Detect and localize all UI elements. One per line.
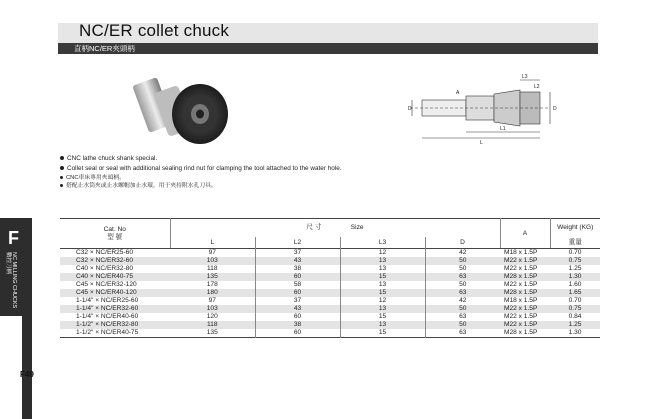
subheader-l: L bbox=[170, 237, 255, 249]
dim-l2: L2 bbox=[534, 84, 540, 90]
side-strip bbox=[22, 316, 32, 419]
cell-weight: 0.70 bbox=[568, 249, 582, 256]
cell-l3: 13 bbox=[340, 321, 425, 329]
cell-l2: 37 bbox=[255, 297, 340, 305]
cell-a: M28 x 1.5P bbox=[504, 329, 538, 336]
cell-weight: 1.25 bbox=[550, 321, 600, 329]
section-tab-label: NC MILLING CHUCKS 數控刀柄 bbox=[5, 252, 17, 309]
table-header-row bbox=[60, 219, 600, 238]
page-title: NC/ER collet chuck bbox=[79, 21, 230, 40]
cell-d: 63 bbox=[425, 273, 500, 281]
product-photo bbox=[120, 70, 245, 150]
cell-l2: 60 bbox=[255, 329, 340, 338]
cell-a: M28 x 1.5P bbox=[500, 289, 550, 297]
section-letter: F bbox=[8, 228, 19, 248]
header-a: A bbox=[500, 219, 550, 249]
feature-item-cn: CNC車床專用夾頭柄。 bbox=[60, 174, 342, 182]
cell-cat-no: C45 × NC/ER32-120 bbox=[76, 281, 137, 288]
feature-list bbox=[60, 154, 342, 190]
cell-a: M22 x 1.5P bbox=[504, 313, 538, 320]
cell-a: M18 x 1.5P bbox=[504, 249, 538, 256]
page-number: F49 bbox=[20, 370, 34, 379]
feature-item: Collet seal or seal with additional sealing rind nut for clamping the tool attached to the water hole. bbox=[60, 164, 342, 174]
table-row bbox=[60, 321, 600, 329]
cell-d: 42 bbox=[425, 249, 500, 258]
cell-d: 63 bbox=[425, 313, 500, 321]
subheader-l3: L3 bbox=[340, 237, 425, 249]
cell-l3: 15 bbox=[340, 273, 425, 281]
cell-l: 118 bbox=[170, 321, 255, 329]
header-cat-no: Cat. No 型 號 bbox=[60, 219, 170, 249]
cell-l: 135 bbox=[170, 273, 255, 281]
table-row bbox=[60, 265, 600, 273]
cell-l3: 12 bbox=[340, 297, 425, 305]
subheader-l2: L2 bbox=[255, 237, 340, 249]
cell-a: M22 x 1.5P bbox=[504, 265, 538, 272]
cell-l3: 13 bbox=[340, 281, 425, 289]
table-row bbox=[60, 249, 600, 258]
technical-drawing bbox=[400, 68, 600, 158]
cell-cat-no: 1-1/4" × NC/ER25-60 bbox=[76, 297, 139, 304]
cell-weight: 1.60 bbox=[568, 281, 582, 288]
cell-cat-no: C32 × NC/ER25-60 bbox=[76, 249, 133, 256]
cell-l3: 13 bbox=[340, 305, 425, 313]
table-row bbox=[60, 305, 600, 313]
cell-a: M18 x 1.5P bbox=[504, 297, 538, 304]
cell-l2: 60 bbox=[255, 289, 340, 297]
cell-l: 103 bbox=[170, 305, 255, 313]
subheader-weight-cn: 重量 bbox=[550, 237, 600, 249]
cell-cat-no: 1-1/4" × NC/ER40-60 bbox=[76, 313, 139, 320]
cell-weight: 0.75 bbox=[550, 305, 600, 313]
cell-l: 118 bbox=[206, 265, 218, 272]
cell-l2: 37 bbox=[255, 249, 340, 258]
dim-a: A bbox=[456, 90, 460, 96]
dim-l: L bbox=[480, 140, 483, 146]
cell-l3: 15 bbox=[340, 289, 425, 297]
cell-a: M22 x 1.5P bbox=[500, 257, 550, 265]
cell-cat-no: C40 × NC/ER40-75 bbox=[60, 273, 170, 281]
cell-d: 50 bbox=[425, 257, 500, 265]
cell-l: 120 bbox=[206, 313, 218, 320]
cell-l2: 60 bbox=[255, 273, 340, 281]
cell-l3: 15 bbox=[340, 329, 425, 338]
table-row bbox=[60, 257, 600, 265]
cell-l2: 60 bbox=[255, 313, 340, 321]
cell-l2: 43 bbox=[255, 305, 340, 313]
subheader-d: D bbox=[425, 237, 500, 249]
subtitle-bar bbox=[58, 43, 598, 54]
cell-l: 180 bbox=[170, 289, 255, 297]
cell-d: 63 bbox=[425, 329, 500, 338]
cell-weight: 1.30 bbox=[550, 273, 600, 281]
table-row bbox=[60, 273, 600, 281]
cell-l2: 58 bbox=[255, 281, 340, 289]
cell-cat-no: 1-1/2" × NC/ER40-75 bbox=[76, 329, 139, 336]
cell-d: 42 bbox=[425, 297, 500, 305]
cell-d: 50 bbox=[425, 281, 500, 289]
cell-l2: 38 bbox=[255, 265, 340, 273]
cell-weight: 1.25 bbox=[568, 265, 582, 272]
cell-a: M28 x 1.5P bbox=[500, 273, 550, 281]
header-size: 尺 寸 Size bbox=[170, 219, 500, 238]
cell-l: 97 bbox=[208, 297, 216, 304]
table-row bbox=[60, 329, 600, 338]
bullet-icon bbox=[60, 156, 64, 160]
cell-cat-no: C40 × NC/ER32-80 bbox=[76, 265, 133, 272]
header-weight: Weight (KG) bbox=[550, 219, 600, 238]
cell-cat-no: 1-1/2" × NC/ER32-80 bbox=[60, 321, 170, 329]
cell-l3: 12 bbox=[340, 249, 425, 258]
cell-weight: 0.70 bbox=[568, 297, 582, 304]
cell-d: 50 bbox=[425, 305, 500, 313]
cell-a: M22 x 1.5P bbox=[504, 281, 538, 288]
table-row bbox=[60, 297, 600, 305]
cell-cat-no: C45 × NC/ER40-120 bbox=[60, 289, 170, 297]
cell-weight: 1.30 bbox=[568, 329, 582, 336]
cell-l2: 38 bbox=[255, 321, 340, 329]
cell-a: M22 x 1.5P bbox=[500, 305, 550, 313]
cell-l: 103 bbox=[170, 257, 255, 265]
spec-table bbox=[60, 218, 600, 338]
cell-cat-no: C32 × NC/ER32-60 bbox=[60, 257, 170, 265]
cell-weight: 1.65 bbox=[550, 289, 600, 297]
cell-l2: 43 bbox=[255, 257, 340, 265]
cell-l: 135 bbox=[206, 329, 218, 336]
cell-l3: 15 bbox=[340, 313, 425, 321]
bullet-icon bbox=[60, 176, 63, 179]
bullet-icon bbox=[60, 166, 64, 170]
cell-weight: 0.84 bbox=[568, 313, 582, 320]
cell-cat-no: 1-1/4" × NC/ER32-60 bbox=[60, 305, 170, 313]
cell-a: M22 x 1.5P bbox=[500, 321, 550, 329]
dim-l3: L3 bbox=[522, 74, 528, 80]
dim-d-right: D bbox=[553, 106, 557, 112]
dim-l1: L1 bbox=[500, 126, 506, 132]
cell-l: 97 bbox=[208, 249, 216, 256]
cell-d: 50 bbox=[425, 265, 500, 273]
feature-item-cn: 搭配止水筒夾或止水螺帽加止水環，用于夾持附水孔刀具。 bbox=[60, 182, 342, 190]
cell-l: 178 bbox=[206, 281, 218, 288]
page-subtitle: 直柄NC/ER夾頭柄 bbox=[74, 44, 135, 53]
cell-d: 50 bbox=[425, 321, 500, 329]
table-row bbox=[60, 281, 600, 289]
cell-l3: 13 bbox=[340, 257, 425, 265]
cell-d: 63 bbox=[425, 289, 500, 297]
cell-weight: 0.75 bbox=[550, 257, 600, 265]
table-row bbox=[60, 289, 600, 297]
cell-l3: 13 bbox=[340, 265, 425, 273]
dim-d-left: D bbox=[408, 106, 412, 112]
feature-item: CNC lathe chuck shank special. bbox=[60, 154, 342, 164]
table-row bbox=[60, 313, 600, 321]
bullet-icon bbox=[60, 184, 63, 187]
